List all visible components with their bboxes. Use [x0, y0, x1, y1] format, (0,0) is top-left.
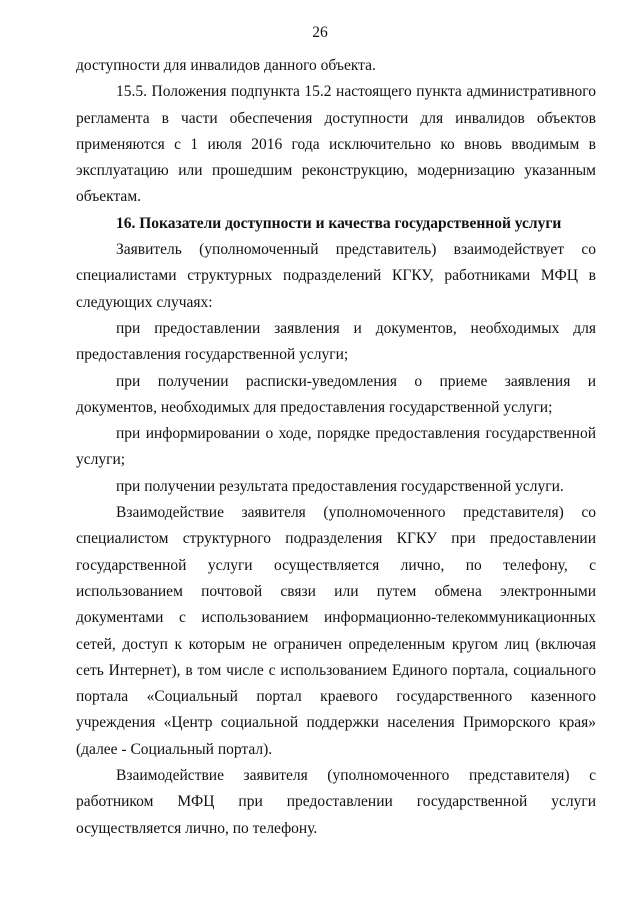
section-heading-16: 16. Показатели доступности и качества государственной услуги — [116, 214, 562, 232]
page-number: 26 — [312, 24, 328, 41]
paragraph-case-informing: при информировании о ходе, порядке предоставления государственной услуги; — [76, 425, 596, 469]
paragraph-applicant-interaction: Заявитель (уполномоченный представитель) взаимодействует со специалистами структурных подразделений КГКУ, работниками МФЦ в следующих случаях: — [76, 241, 596, 311]
document-body — [76, 53, 596, 842]
paragraph-continuation: доступности для инвалидов данного объекта. — [76, 57, 376, 74]
paragraph-15-5: 15.5. Положения подпункта 15.2 настоящего пункта административного регламента в части обеспечения доступности для инвалидов объектов применяются с 1 июля 2016 года исключительно ко вновь вводимым в эксплуатацию или прошедшим реконструкцию, модернизацию указанным объектам. — [76, 83, 596, 206]
paragraph-interaction-mfc: Взаимодействие заявителя (уполномоченного представителя) с работником МФЦ при предоставлении государственной услуги осуществляется лично, по телефону. — [76, 767, 596, 837]
paragraph-case-submission: при предоставлении заявления и документов, необходимых для предоставления государственной услуги; — [76, 319, 596, 364]
paragraph-interaction-kgku: Взаимодействие заявителя (уполномоченного представителя) со специалистом структурного подразделения КГКУ при предоставлении государственной услуги осуществляется лично, по телефону, с использованием почтовой связи или путем обмена электронными документами с использованием информационно-телекоммуникационных сетей, доступ к которым не ограничен определенным кругом лиц (включая сеть Интернет), в том числе с использованием Единого портала, социального портала «Социальный портал краевого государственного казенного учреждения «Центр социальной поддержки населения Приморского края» (далее - Социальный портал). — [76, 504, 596, 758]
paragraph-case-receipt: при получении расписки-уведомления о приеме заявления и документов, необходимых для предоставления государственной услуги; — [76, 372, 596, 416]
paragraph-case-result: при получении результата предоставления государственной услуги. — [116, 477, 564, 495]
